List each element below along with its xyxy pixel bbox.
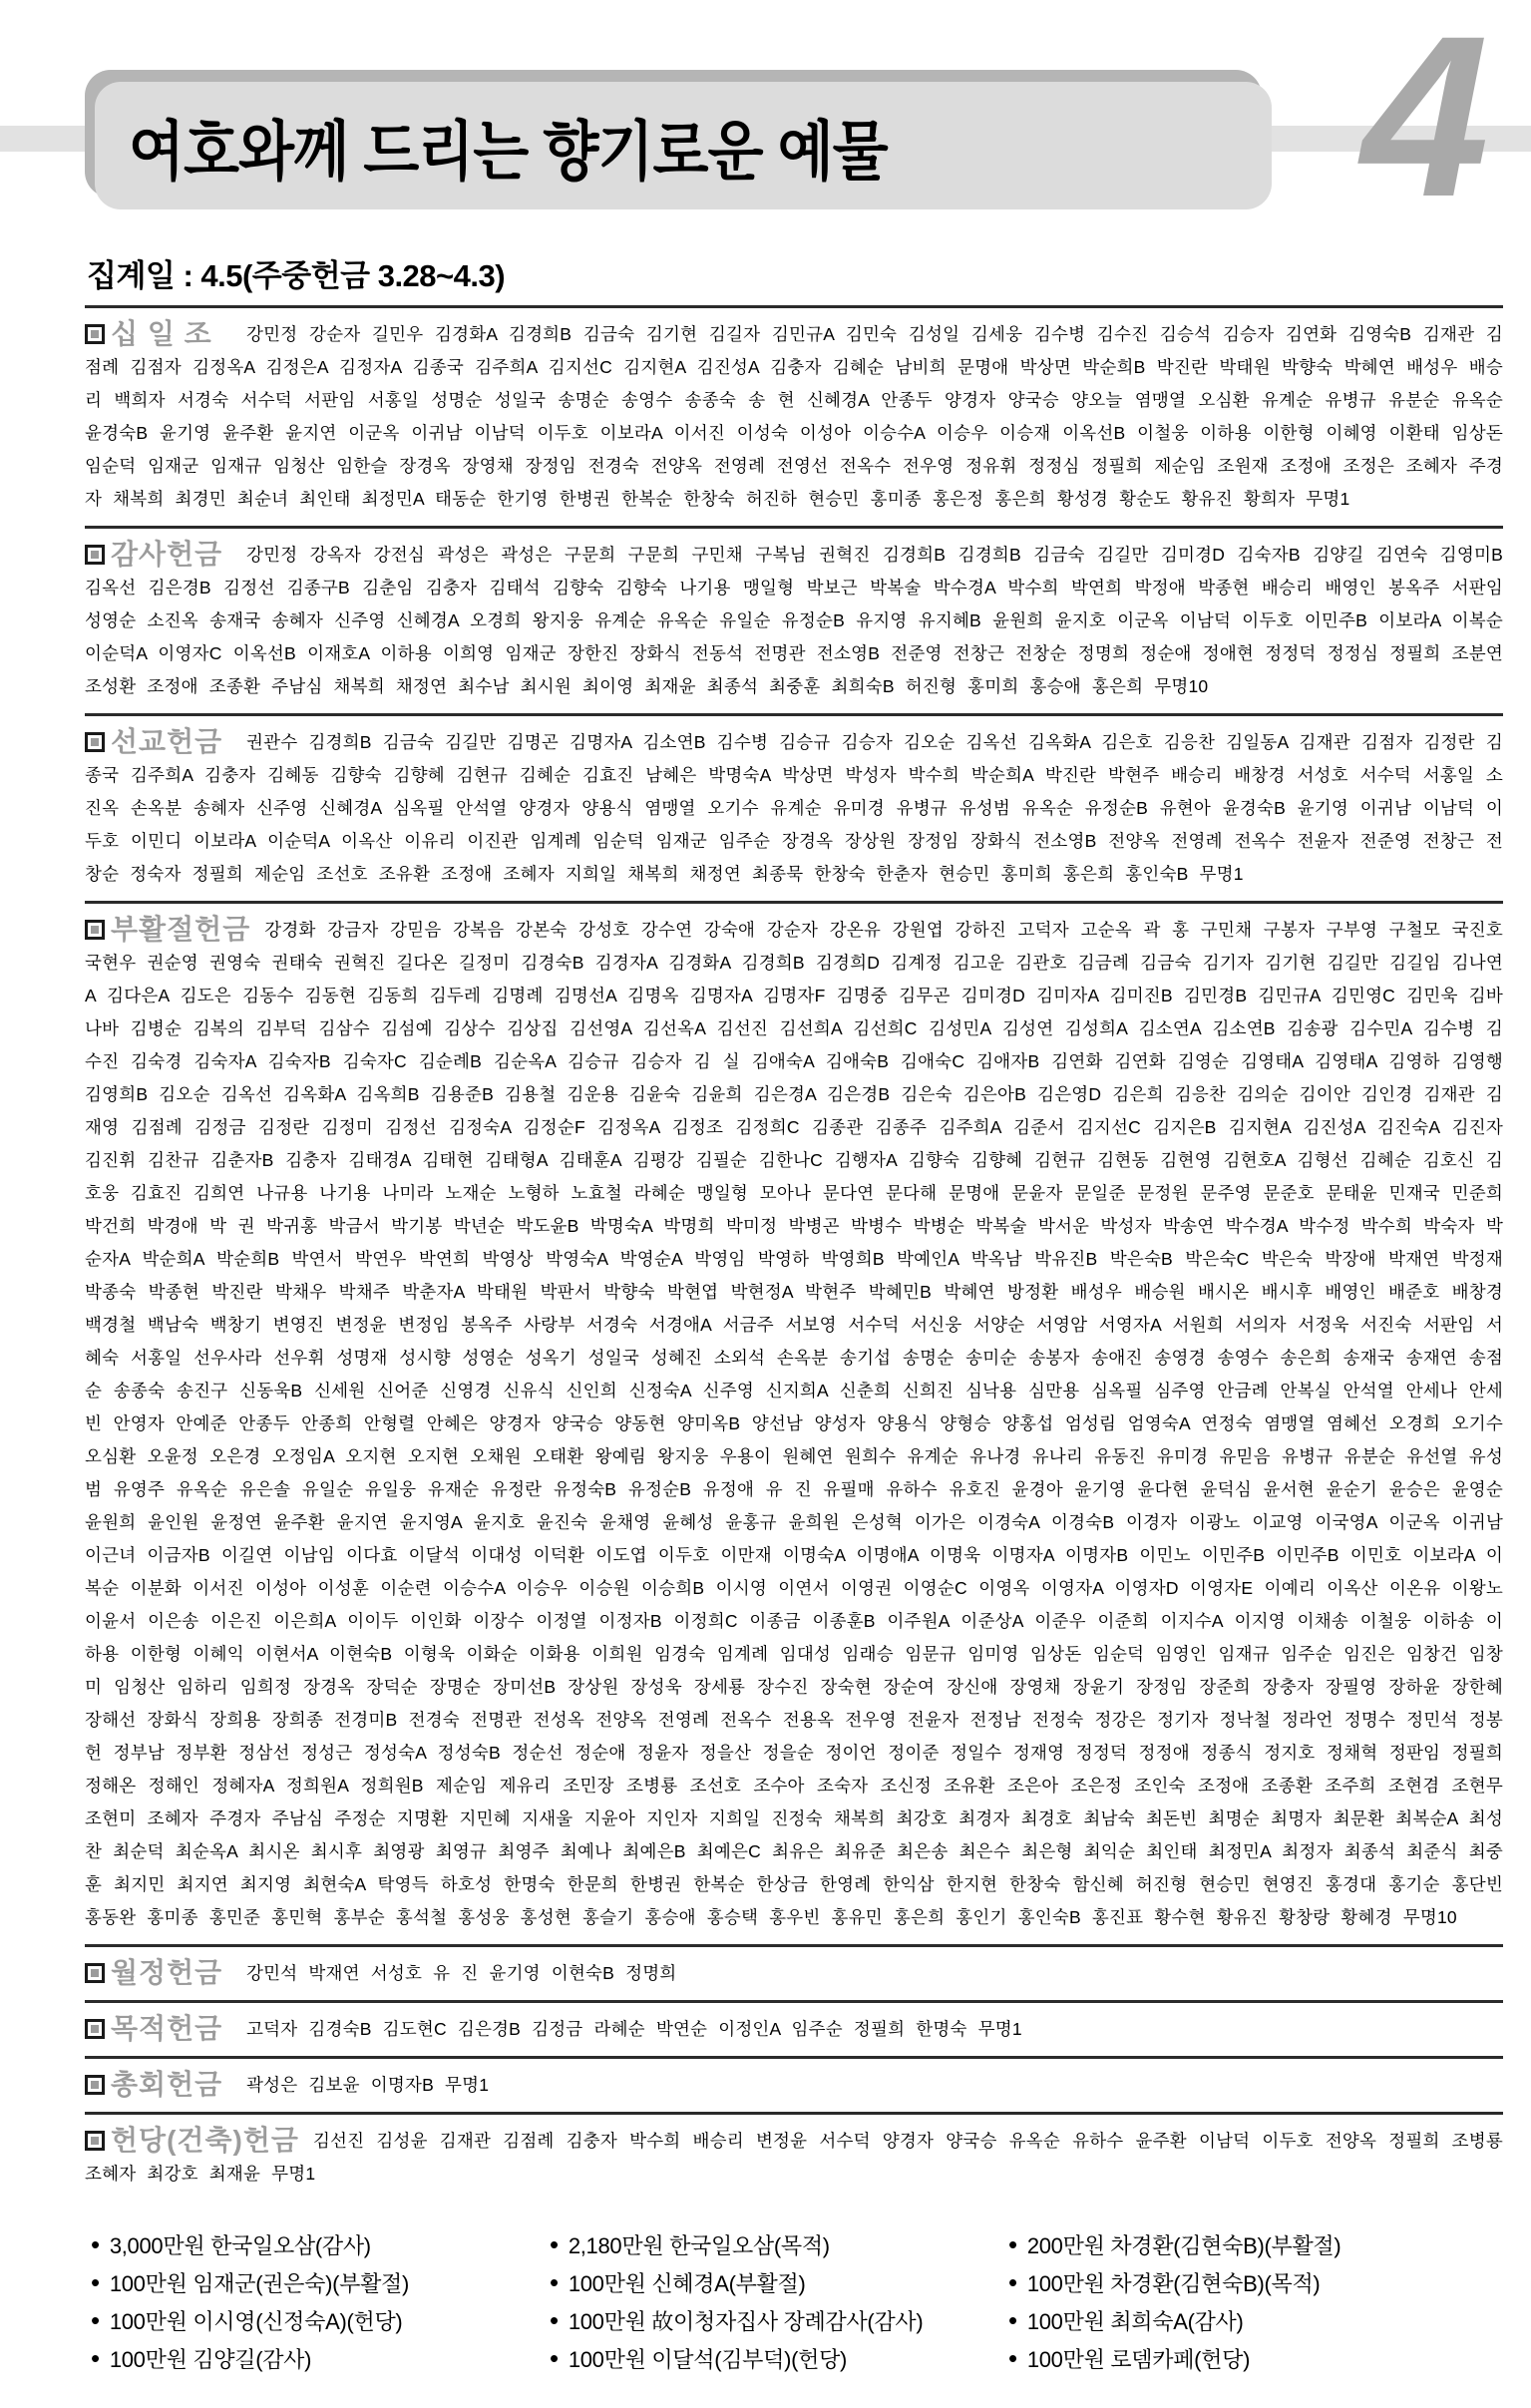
section-marker-icon xyxy=(85,324,105,344)
name-list xyxy=(85,317,1503,516)
section-thanksgiving xyxy=(85,526,1503,713)
special-offering-item: • 100만원 신혜경A(부활절) xyxy=(550,2264,1008,2302)
special-offerings xyxy=(85,2226,1503,2378)
section-title: 월정헌금 xyxy=(85,1956,232,1989)
section-building xyxy=(85,2112,1503,2201)
section-title: 목적헌금 xyxy=(85,2012,232,2045)
special-offering-item: • 100만원 로뎀카페(헌당) xyxy=(1008,2340,1467,2378)
section-marker-icon xyxy=(85,1963,105,1983)
donor-names: 강민정 강순자 길민우 김경화A 김경희B 김금숙 김기현 김길자 김민규A 김민숙 김성일 김세웅 김수병 김수진 김승석 김승자 김연화 김영숙B 김재관 김점례 김점자 김정옥A 김정은A 김정자A 김종국 김주희A 김지선C 김지현A 김진성A 김충자 김혜순 남비희 문명애 박상면 박순희B 박진란 박태원 박향숙 박혜연 배성우 배승리 백희자 서경숙 서수덕 서판임 서홍일 성명순 성일국 송명순 송영수 송종숙 송 현 신혜경A 안종두 양경자 양국승 양오늘 염맹열 오심환 유계순 유병규 유분순 유옥순 윤경숙B 윤기영 윤주환 윤지연 이군옥 이귀남 이남덕 이두호 이보라A 이서진 이성숙 이성아 이승수A 이승우 이승재 이옥선B 이철웅 이하용 이한형 이혜영 이환태 임상돈 임순덕 임재군 임재규 임청산 임한슬 장경옥 장영채 장정임 전경숙 전양옥 전영례 전영선 전옥수 전우영 정유휘 정정심 정필희 제순임 조원재 조정애 조정은 조혜자 주경자 채복희 최경민 최순녀 최인태 최정민A 태동순 한기영 한병권 한복순 한창숙 허진하 현승민 홍미종 홍은정 홍은희 황성경 황순도 황유진 황희자 무명1 xyxy=(85,324,1503,509)
name-list xyxy=(85,913,1503,1934)
section-title: 부활절헌금 xyxy=(85,913,250,946)
section-monthly xyxy=(85,1944,1503,2000)
page-number: 4 xyxy=(1361,0,1483,244)
special-offering-item: • 100만원 임재군(권은숙)(부활절) xyxy=(91,2264,550,2302)
name-list xyxy=(85,538,1503,703)
special-offerings-column xyxy=(1008,2226,1467,2378)
special-offering-item: • 3,000만원 한국일오삼(감사) xyxy=(91,2226,550,2264)
section-marker-icon xyxy=(85,920,105,940)
name-list xyxy=(85,1956,1503,1990)
special-offering-item: • 2,180만원 한국일오삼(목적) xyxy=(550,2226,1008,2264)
name-list xyxy=(85,2068,1503,2102)
special-offering-item: • 100만원 차경환(김현숙B)(목적) xyxy=(1008,2264,1467,2302)
donor-names: 강경화 강금자 강믿음 강복음 강본숙 강성호 강수연 강숙애 강순자 강온유 강원엽 강하진 고덕자 고순옥 곽 홍 구민채 구봉자 구부영 구철모 국진호 국현우 권순영 권영숙 권태숙 권혁진 길다온 길정미 김경숙B 김경자A 김경화A 김경희B 김경희D 김계정 김고운 김관호 김금례 김금숙 김기자 김기현 김길만 김길임 김나연A 김다은A 김도은 김동수 김동현 김동희 김두레 김명례 김명선A 김명옥 김명자A 김명자F 김명중 김무곤 김미경D 김미자A 김미진B 김민경B 김민규A 김민영C 김민욱 김바나바 김병순 김복의 김부덕 김삼수 김섬예 김상수 김상집 김선영A 김선옥A 김선진 김선희A 김선희C 김성민A 김성연 김성희A 김소연A 김소연B 김송광 김수민A 김수병 김수진 김숙경 김숙자A 김숙자B 김숙자C 김순례B 김순옥A 김승규 김승자 김 실 김애숙A 김애숙B 김애숙C 김애자B 김연화 김연화 김영순 김영태A 김영태A 김영하 김영행 김영희B 김오순 김옥선 김옥화A 김옥희B 김용준B 김용철 김운용 김윤숙 김윤희 김은경A 김은경B 김은숙 김은아B 김은영D 김은희 김응찬 김의순 김이안 김인경 김재관 김재영 김점례 김정금 김정란 김정미 김정선 김정숙A 김정순F 김정옥A 김정조 김정희C 김종관 김종주 김주희A 김준서 김지선C 김지은B 김지현A 김진성A 김진숙A 김진자 김진휘 김찬규 김춘자B 김충자 김태경A 김태현 김태형A 김태훈A 김평강 김필순 김한나C 김행자A 김향숙 김향혜 김현규 김현동 김현영 김현호A 김형선 김혜순 김호신 김호웅 김효진 김희연 나규용 나기용 나미라 노재순 노형하 노효철 라혜순 맹일형 모아나 문다연 문다해 문명애 문윤자 문일준 문정원 문주영 문준호 문태윤 민재국 민준희 박건희 박경애 박 권 박귀홍 박금서 박기봉 박년순 박도윤B 박명숙A 박명희 박미정 박병곤 박병수 박병순 박복술 박서운 박성자 박송연 박수경A 박수정 박수희 박숙자 박순자A 박순희A 박순희B 박연서 박연우 박연희 박영상 박영숙A 박영순A 박영임 박영하 박영희B 박예인A 박옥남 박유진B 박은숙B 박은숙C 박은숙 박장애 박재연 박정재 박종숙 박종현 박진란 박채우 박채주 박춘자A 박태원 박판서 박향숙 박현엽 박현정A 박현주 박혜민B 박혜연 방정환 배성우 배승원 배시온 배시후 배영인 배준호 배창경 백경철 백남숙 백창기 변영진 변정윤 변정임 봉옥주 사랑부 서경숙 서경애A 서금주 서보영 서수덕 서신웅 서양순 서영암 서영자A 서원희 서의자 서정욱 서진숙 서판임 서혜숙 서홍일 선우사라 선우휘 성명재 성시향 성영순 성옥기 성일국 성혜진 소외석 손옥분 송기섭 송명순 송미순 송봉자 송애진 송영경 송영수 송은희 송재국 송재연 송점순 송종숙 송진구 신동욱B 신세원 신어준 신영경 신유식 신인희 신정숙A 신주영 신지희A 신춘희 신희진 심낙용 심만용 심옥필 심주영 안금례 안복실 안석열 안세나 안세빈 안영자 안예준 안종두 안종희 안형렬 안혜은 양경자 양국승 양동현 양미옥B 양선남 양성자 양용식 양형승 양홍섭 엄성림 엄영숙A 연정숙 염맹열 염혜선 오경희 오기수 오심환 오윤정 오은경 오정임A 오지현 오지현 오채원 오태환 왕예림 왕지웅 우용이 원혜연 원희수 유계순 유나경 유나리 유동진 유미경 유믿음 유병규 유분순 유선열 유성범 유영주 유옥순 유은솔 유일순 유일웅 유재순 유정란 유정숙B 유정순B 유정애 유 진 유필매 유하수 유호진 윤경아 윤기영 윤다현 윤덕심 윤서현 윤순기 윤승은 윤영순 윤원희 윤인원 윤정연 윤주환 윤지연 윤지영A 윤지호 윤진숙 윤채영 윤혜성 윤홍규 윤희원 은성혁 이가은 이경숙A 이경숙B 이경자 이광노 이교영 이국영A 이군옥 이귀남 이근녀 이금자B 이길연 이남임 이다효 이달석 이대성 이덕환 이도엽 이두호 이만재 이명숙A 이명애A 이명욱 이명자A 이명자B 이민노 이민주B 이민주B 이민호 이보라A 이복순 이분화 이서진 이성아 이성훈 이순련 이승수A 이승우 이승원 이승희B 이시영 이연서 이영권 이영순C 이영옥 이영자A 이영자D 이영자E 이예리 이옥산 이온유 이왕노 이윤서 이은송 이은진 이은희A 이이두 이인화 이장수 이정열 이정자B 이정희C 이종금 이종훈B 이주원A 이준상A 이준우 이준희 이지수A 이지영 이채송 이철웅 이하송 이하용 이한형 이혜익 이현서A 이현숙B 이형욱 이화순 이화용 이희원 임경숙 임계례 임대성 임래승 임문규 임미영 임상돈 임순덕 임영인 임재규 임주순 임진은 임창건 임창미 임청산 임하리 임희정 장경옥 장덕순 장명순 장미선B 장상원 장성욱 장세룡 장수진 장숙현 장순여 장신애 장영채 장윤기 장정임 장준희 장충자 장필영 장하윤 장한혜 장해선 장화식 장희용 장희종 전경미B 전경숙 전명관 전성옥 전양옥 전영례 전옥수 전용옥 전우영 전윤자 전정남 전정숙 정강은 정기자 정낙철 정라언 정명수 정민석 정봉헌 정부남 정부환 정삼선 정성근 정성숙A 정성숙B 정순선 정순애 정윤자 정을산 정을순 정이언 정이준 정일수 정재영 정정덕 정정애 정종식 정지호 정채혁 정판임 정필희 정해온 정해인 정혜자A 정희원A 정희원B 제순임 제유리 조민장 조병룡 조선호 조수아 조숙자 조신정 조유환 조은아 조은정 조인숙 조정애 조종환 조주희 조현겸 조현무 조현미 조혜자 주경자 주남심 주정순 지명환 지민혜 지새울 지윤아 지인자 지희일 진정숙 채복희 최강호 최경자 최경호 최남숙 최돈빈 최명순 최명자 최문환 최복순A 최성찬 최순덕 최순옥A 최시온 최시후 최영광 최영규 최영주 최예나 최예은B 최예은C 최유은 최유준 최은송 최은수 최은형 최익순 최인태 최정민A 최정자 최종석 최준식 최중훈 최지민 최지연 최지영 최현숙A 탁영득 하호성 한명숙 한문희 한병권 한복순 한상금 한영례 한익삼 한지현 한창숙 함신혜 허진형 현승민 현영진 홍경대 홍기순 홍단빈 홍동완 홍미종 홍민준 홍민혁 홍부순 홍석철 홍성웅 홍성현 홍슬기 홍승애 홍승택 홍우빈 홍유민 홍은희 홍인기 홍인숙B 홍진표 황수현 황유진 황창랑 황혜경 무명10 xyxy=(85,920,1504,1927)
name-list xyxy=(85,2124,1503,2191)
donor-names: 강민석 박재연 서성호 유 진 윤기영 이현숙B 정명희 xyxy=(246,1963,677,1983)
section-mission xyxy=(85,713,1503,901)
name-list xyxy=(85,2012,1503,2046)
page-title: 여호와께 드리는 향기로운 예물 xyxy=(129,115,888,189)
special-offering-item: • 100만원 이시영(신정숙A)(헌당) xyxy=(91,2302,550,2340)
section-marker-icon xyxy=(85,2019,105,2039)
section-title: 감사헌금 xyxy=(85,538,232,571)
donor-names: 김선진 김성윤 김재관 김점례 김충자 박수희 배승리 변정윤 서수덕 양경자 양국승 유옥순 유하수 윤주환 이남덕 이두호 전양옥 정필희 조병룡 조혜자 최강호 최재윤 무명1 xyxy=(85,2131,1503,2184)
special-offering-item: • 100만원 이달석(김부덕)(헌당) xyxy=(550,2340,1008,2378)
section-marker-icon xyxy=(85,2075,105,2095)
special-offering-item: • 100만원 최희숙A(감사) xyxy=(1008,2302,1467,2340)
section-marker-icon xyxy=(85,732,105,752)
section-title: 헌당(건축)헌금 xyxy=(85,2124,299,2157)
section-assembly xyxy=(85,2056,1503,2112)
special-offering-item: • 200만원 차경환(김현숙B)(부활절) xyxy=(1008,2226,1467,2264)
section-title: 선교헌금 xyxy=(85,725,232,758)
special-offering-item: • 100만원 故이청자집사 장례감사(감사) xyxy=(550,2302,1008,2340)
tally-date: 집계일 : 4.5(주중헌금 3.28~4.3) xyxy=(87,258,506,293)
section-easter xyxy=(85,901,1503,1944)
section-title: 총회헌금 xyxy=(85,2068,232,2101)
donor-names: 강민정 강옥자 강전심 곽성은 곽성은 구문희 구문희 구민채 구복님 권혁진 김경희B 김경희B 김금숙 김길만 김미경D 김숙자B 김양길 김연숙 김영미B 김옥선 김은경B 김정선 김종구B 김춘임 김충자 김태석 김향숙 김향숙 나기용 맹일형 박보근 박복술 박수경A 박수희 박연희 박정애 박종현 배승리 배영인 봉옥주 서판임 성영순 소진옥 송재국 송혜자 신주영 신혜경A 오경희 왕지웅 유계순 유옥순 유일순 유정순B 유지영 유지혜B 윤원희 윤지호 이군옥 이남덕 이두호 이민주B 이보라A 이복순 이순덕A 이영자C 이옥선B 이재호A 이하용 이희영 임재군 장한진 장화식 전동석 전명관 전소영B 전준영 전창근 전창순 정명희 정순애 정애현 정정덕 정정심 정필희 조분연 조성환 조정애 조종환 주남심 채복희 채정연 최수남 최시원 최이영 최재윤 최종석 최중훈 최희숙B 허진형 홍미희 홍승애 홍은희 무명10 xyxy=(85,545,1503,696)
section-title: 십 일 조 xyxy=(85,317,232,350)
title-box xyxy=(95,82,1272,209)
donor-names: 곽성은 김보윤 이명자B 무명1 xyxy=(246,2075,490,2095)
page-header xyxy=(85,0,1503,244)
section-purpose xyxy=(85,2000,1503,2056)
section-marker-icon xyxy=(85,2131,105,2151)
section-tithe xyxy=(85,305,1503,526)
special-offerings-column xyxy=(550,2226,1008,2378)
donor-names: 권관수 김경희B 김금숙 김길만 김명곤 김명자A 김소연B 김수병 김승규 김승자 김오순 김옥선 김옥화A 김은호 김응찬 김일동A 김재관 김점자 김정란 김종국 김주희A 김충자 김혜동 김향숙 김향혜 김현규 김혜순 김효진 남혜은 박명숙A 박상면 박성자 박수희 박순희A 박진란 박현주 배승리 배창경 서성호 서수덕 서홍일 소진옥 손옥분 송혜자 신주영 신혜경A 심옥필 안석열 양경자 양용식 염맹열 오기수 유계순 유미경 유병규 유성범 유옥순 유정순B 유현아 윤경숙B 윤기영 이귀남 이남덕 이두호 이민디 이보라A 이순덕A 이옥산 이유리 이진관 임계례 임순덕 임재군 임주순 장경옥 장상원 장정임 장화식 전소영B 전양옥 전영례 전옥수 전윤자 전준영 전창근 전창순 정숙자 정필희 제순임 조선호 조유환 조정애 조혜자 지희일 채복희 채정연 최종묵 한창숙 한춘자 현승민 홍미희 홍은희 홍인숙B 무명1 xyxy=(85,732,1503,884)
special-offering-item: • 100만원 김양길(감사) xyxy=(91,2340,550,2378)
special-offerings-column xyxy=(91,2226,550,2378)
section-marker-icon xyxy=(85,545,105,565)
name-list xyxy=(85,725,1503,891)
donor-names: 고덕자 김경숙B 김도현C 김은경B 김정금 라혜순 박연순 이정인A 임주순 정필희 한명숙 무명1 xyxy=(246,2019,1022,2039)
